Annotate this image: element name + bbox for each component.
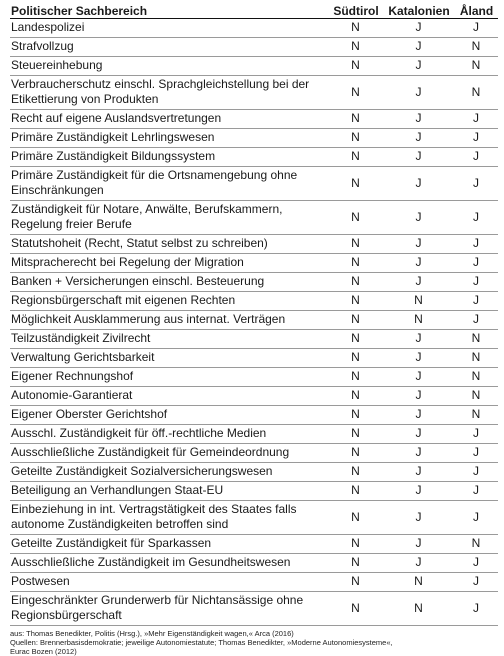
table-row <box>10 482 498 501</box>
row-katalonien-value: N <box>383 311 455 330</box>
row-policy-area: Möglichkeit Ausklammerung aus internat. Verträgen <box>10 311 329 330</box>
row-policy-area: Primäre Zuständigkeit für die Ortsnamengebung ohne Einschränkungen <box>10 167 329 201</box>
row-suedtirol-value: N <box>329 501 383 535</box>
header-katalonien: Katalonien <box>383 0 455 19</box>
row-policy-area: Ausschließliche Zuständigkeit für Gemeindeordnung <box>10 444 329 463</box>
row-policy-area: Zuständigkeit für Notare, Anwälte, Berufskammern, Regelung freier Berufe <box>10 201 329 235</box>
row-aland-value: J <box>455 167 498 201</box>
row-katalonien-value: J <box>383 201 455 235</box>
row-aland-value: N <box>455 387 498 406</box>
row-policy-area: Ausschl. Zuständigkeit für öff.-rechtliche Medien <box>10 425 329 444</box>
row-aland-value: J <box>455 554 498 573</box>
row-suedtirol-value: N <box>329 425 383 444</box>
row-katalonien-value: J <box>383 501 455 535</box>
row-policy-area: Primäre Zuständigkeit Bildungssystem <box>10 148 329 167</box>
row-aland-value: J <box>455 19 498 38</box>
row-suedtirol-value: N <box>329 57 383 76</box>
row-katalonien-value: J <box>383 330 455 349</box>
row-katalonien-value: J <box>383 129 455 148</box>
row-suedtirol-value: N <box>329 349 383 368</box>
row-katalonien-value: J <box>383 406 455 425</box>
table-row <box>10 501 498 535</box>
row-katalonien-value: J <box>383 535 455 554</box>
row-katalonien-value: J <box>383 19 455 38</box>
row-katalonien-value: J <box>383 148 455 167</box>
row-katalonien-value: J <box>383 463 455 482</box>
header-aland: Åland <box>455 0 498 19</box>
row-suedtirol-value: N <box>329 129 383 148</box>
row-aland-value: N <box>455 57 498 76</box>
row-policy-area: Postwesen <box>10 573 329 592</box>
table-row <box>10 425 498 444</box>
row-katalonien-value: J <box>383 76 455 110</box>
row-policy-area: Eingeschränkter Grunderwerb für Nichtansässige ohne Regionsbürgerschaft <box>10 592 329 626</box>
table-row <box>10 592 498 626</box>
table-row <box>10 201 498 235</box>
row-policy-area: Regionsbürgerschaft mit eigenen Rechten <box>10 292 329 311</box>
row-policy-area: Einbeziehung in int. Vertragstätigkeit des Staates falls autonome Zuständigkeiten betroffen sind <box>10 501 329 535</box>
row-suedtirol-value: N <box>329 535 383 554</box>
row-aland-value: J <box>455 592 498 626</box>
row-suedtirol-value: N <box>329 38 383 57</box>
row-suedtirol-value: N <box>329 444 383 463</box>
table-row <box>10 273 498 292</box>
row-katalonien-value: N <box>383 573 455 592</box>
row-suedtirol-value: N <box>329 573 383 592</box>
table-body <box>10 19 498 626</box>
footnote-sources-line1: Quellen: Brennerbasisdemokratie; jeweilige Autonomiestatute; Thomas Benedikter, »Moderne Autonomiesysteme«, <box>10 638 393 647</box>
table-row <box>10 38 498 57</box>
row-aland-value: J <box>455 311 498 330</box>
row-aland-value: N <box>455 330 498 349</box>
table-row <box>10 254 498 273</box>
row-suedtirol-value: N <box>329 592 383 626</box>
row-suedtirol-value: N <box>329 311 383 330</box>
row-aland-value: N <box>455 368 498 387</box>
footnotes <box>10 626 498 656</box>
row-policy-area: Eigener Oberster Gerichtshof <box>10 406 329 425</box>
row-policy-area: Ausschließliche Zuständigkeit im Gesundheitswesen <box>10 554 329 573</box>
row-policy-area: Beteiligung an Verhandlungen Staat-EU <box>10 482 329 501</box>
row-aland-value: N <box>455 38 498 57</box>
row-katalonien-value: J <box>383 273 455 292</box>
table-row <box>10 57 498 76</box>
table-row <box>10 463 498 482</box>
row-policy-area: Recht auf eigene Auslandsvertretungen <box>10 110 329 129</box>
row-policy-area: Landespolizei <box>10 19 329 38</box>
row-policy-area: Strafvollzug <box>10 38 329 57</box>
table-row <box>10 330 498 349</box>
row-suedtirol-value: N <box>329 19 383 38</box>
row-policy-area: Primäre Zuständigkeit Lehrlingswesen <box>10 129 329 148</box>
row-aland-value: J <box>455 110 498 129</box>
row-suedtirol-value: N <box>329 463 383 482</box>
table-row <box>10 311 498 330</box>
row-katalonien-value: J <box>383 444 455 463</box>
row-aland-value: N <box>455 349 498 368</box>
row-katalonien-value: J <box>383 387 455 406</box>
row-policy-area: Geteilte Zuständigkeit für Sparkassen <box>10 535 329 554</box>
row-katalonien-value: N <box>383 292 455 311</box>
competences-table <box>10 0 498 626</box>
row-suedtirol-value: N <box>329 76 383 110</box>
row-suedtirol-value: N <box>329 254 383 273</box>
row-policy-area: Mitspracherecht bei Regelung der Migration <box>10 254 329 273</box>
row-policy-area: Steuereinhebung <box>10 57 329 76</box>
table-row <box>10 368 498 387</box>
row-aland-value: J <box>455 129 498 148</box>
row-policy-area: Autonomie-Garantierat <box>10 387 329 406</box>
row-suedtirol-value: N <box>329 110 383 129</box>
row-suedtirol-value: N <box>329 482 383 501</box>
table-row <box>10 129 498 148</box>
row-katalonien-value: J <box>383 425 455 444</box>
row-policy-area: Verwaltung Gerichtsbarkeit <box>10 349 329 368</box>
row-katalonien-value: J <box>383 368 455 387</box>
row-suedtirol-value: N <box>329 406 383 425</box>
row-katalonien-value: J <box>383 235 455 254</box>
row-policy-area: Verbraucherschutz einschl. Sprachgleichstellung bei der Etikettierung von Produkten <box>10 76 329 110</box>
table-row <box>10 76 498 110</box>
row-aland-value: J <box>455 254 498 273</box>
row-aland-value: J <box>455 201 498 235</box>
row-katalonien-value: J <box>383 554 455 573</box>
row-aland-value: J <box>455 273 498 292</box>
row-aland-value: J <box>455 501 498 535</box>
row-policy-area: Eigener Rechnungshof <box>10 368 329 387</box>
row-katalonien-value: J <box>383 110 455 129</box>
row-katalonien-value: J <box>383 38 455 57</box>
row-suedtirol-value: N <box>329 235 383 254</box>
footnote-source: aus: Thomas Benedikter, Politis (Hrsg.), »Mehr Eigenständigkeit wagen,« Arca (2016) <box>10 629 294 638</box>
row-policy-area: Geteilte Zuständigkeit Sozialversicherungswesen <box>10 463 329 482</box>
row-aland-value: N <box>455 406 498 425</box>
table-row <box>10 387 498 406</box>
row-aland-value: J <box>455 482 498 501</box>
row-aland-value: J <box>455 463 498 482</box>
row-suedtirol-value: N <box>329 554 383 573</box>
row-katalonien-value: J <box>383 254 455 273</box>
row-suedtirol-value: N <box>329 387 383 406</box>
row-policy-area: Statutshoheit (Recht, Statut selbst zu schreiben) <box>10 235 329 254</box>
row-suedtirol-value: N <box>329 368 383 387</box>
table-row <box>10 167 498 201</box>
header-policy-area: Politischer Sachbereich <box>10 0 329 19</box>
table-row <box>10 573 498 592</box>
row-aland-value: J <box>455 148 498 167</box>
table-row <box>10 148 498 167</box>
table-row <box>10 235 498 254</box>
header-suedtirol: Südtirol <box>329 0 383 19</box>
row-suedtirol-value: N <box>329 148 383 167</box>
row-aland-value: J <box>455 292 498 311</box>
footnote-sources-line2: Eurac Bozen (2012) <box>10 647 77 656</box>
table-header-row <box>10 0 498 19</box>
row-suedtirol-value: N <box>329 330 383 349</box>
table-row <box>10 554 498 573</box>
row-aland-value: J <box>455 235 498 254</box>
row-katalonien-value: J <box>383 349 455 368</box>
row-suedtirol-value: N <box>329 292 383 311</box>
table-row <box>10 110 498 129</box>
table-row <box>10 535 498 554</box>
row-policy-area: Teilzuständigkeit Zivilrecht <box>10 330 329 349</box>
row-katalonien-value: J <box>383 167 455 201</box>
table-row <box>10 406 498 425</box>
row-katalonien-value: J <box>383 57 455 76</box>
row-aland-value: J <box>455 573 498 592</box>
row-suedtirol-value: N <box>329 273 383 292</box>
row-aland-value: N <box>455 535 498 554</box>
row-aland-value: J <box>455 425 498 444</box>
table-row <box>10 292 498 311</box>
row-aland-value: N <box>455 76 498 110</box>
table-row <box>10 444 498 463</box>
table-row <box>10 19 498 38</box>
row-aland-value: J <box>455 444 498 463</box>
row-katalonien-value: J <box>383 482 455 501</box>
table-row <box>10 349 498 368</box>
row-suedtirol-value: N <box>329 201 383 235</box>
row-suedtirol-value: N <box>329 167 383 201</box>
row-katalonien-value: N <box>383 592 455 626</box>
row-policy-area: Banken + Versicherungen einschl. Besteuerung <box>10 273 329 292</box>
